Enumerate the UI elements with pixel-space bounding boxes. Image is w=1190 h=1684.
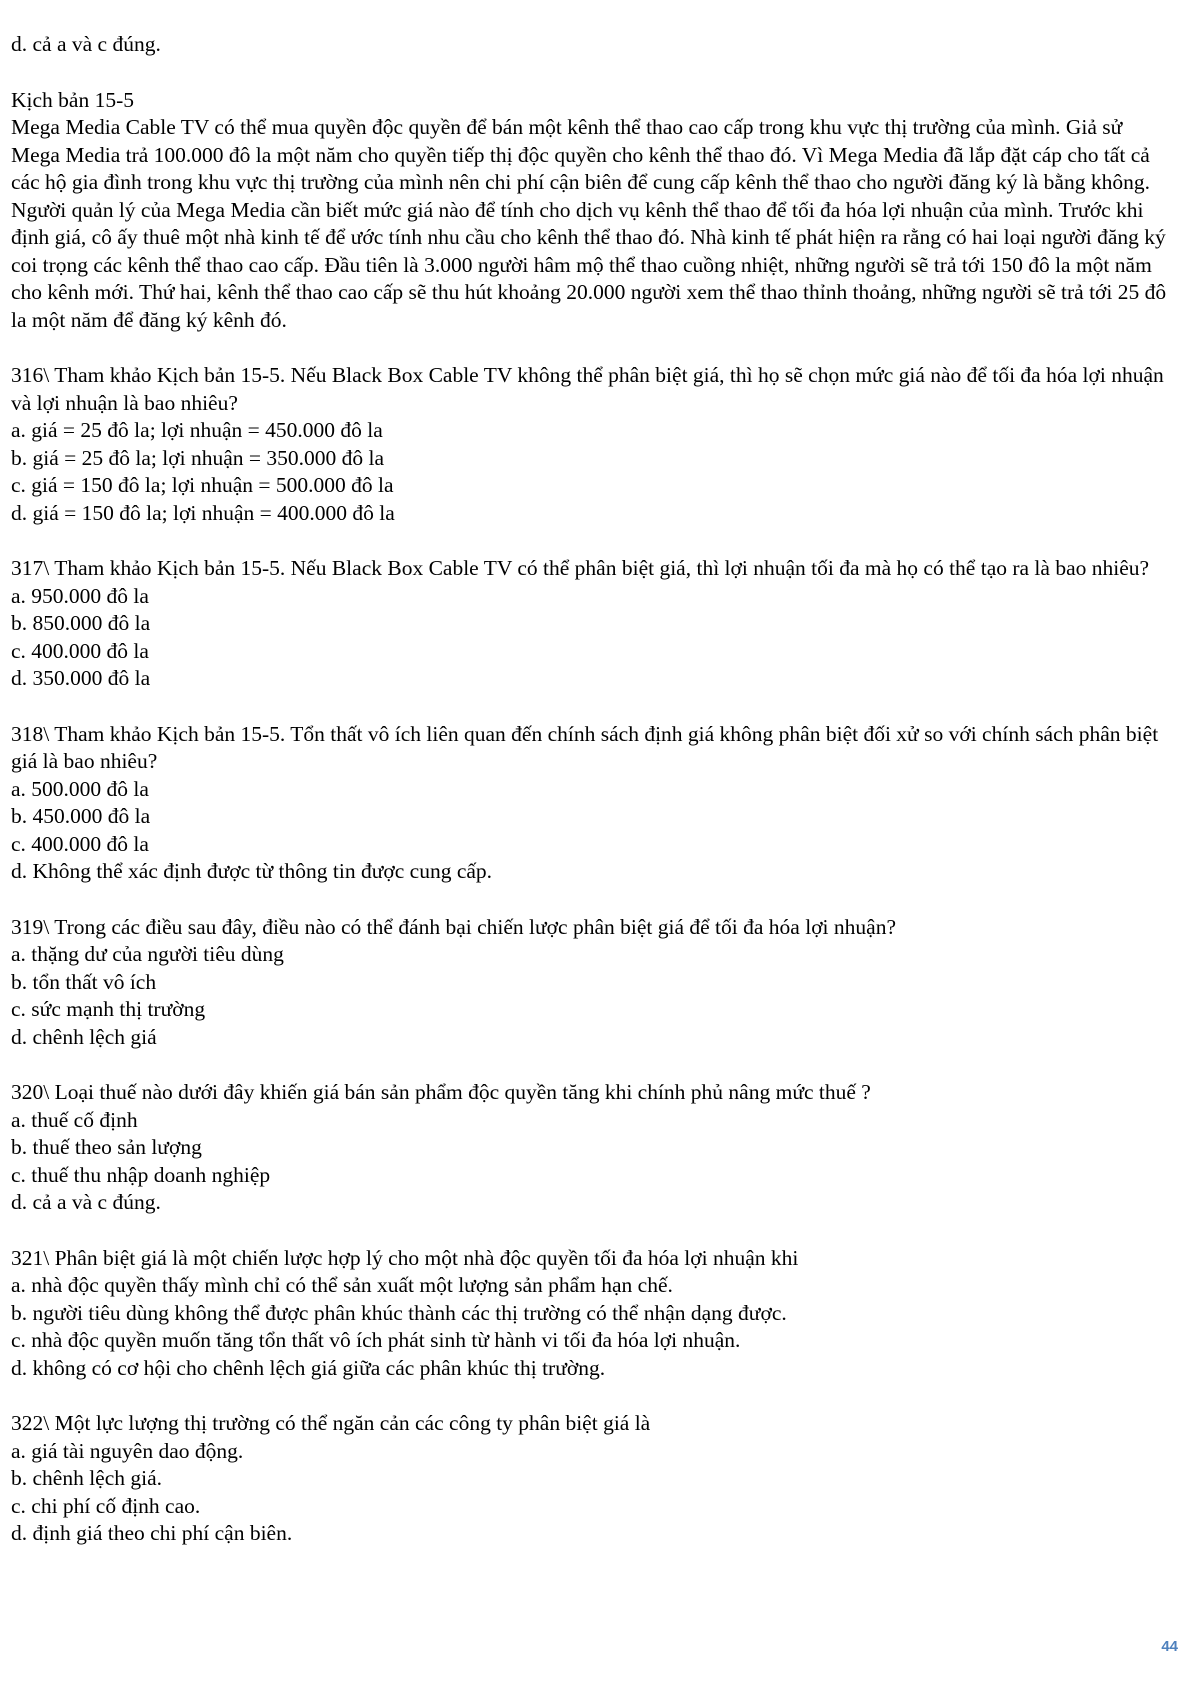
question-option: a. giá tài nguyên dao động. <box>11 1438 244 1463</box>
question-option: a. 500.000 đô la <box>11 776 149 801</box>
question-option: b. thuế theo sản lượng <box>11 1135 202 1159</box>
question-option: d. 350.000 đô la <box>11 666 151 690</box>
question-text: 317\ Tham khảo Kịch bản 15-5. Nếu Black Box Cable TV có thể phân biệt giá, thì lợi nhuận tối đa mà họ có thể tạo ra là bao nhiêu? <box>11 556 1150 580</box>
question-option: c. sức mạnh thị trường <box>11 997 206 1021</box>
question-option: a. thuế cố định <box>11 1107 138 1132</box>
question-option: a. giá = 25 đô la; lợi nhuận = 450.000 đô la <box>11 418 383 442</box>
question-block-321 <box>11 1245 1176 1383</box>
question-block-316 <box>11 362 1176 527</box>
scenario-body: Mega Media Cable TV có thể mua quyền độc quyền để bán một kênh thể thao cao cấp trong khu vực thị trường của mình. Giả sử Mega Media trả 100.000 đô la một năm cho quyền tiếp thị độc quyền cho kênh thể thao đó. Vì Mega Media đã lắp đặt cáp cho tất cả các hộ gia đình trong khu vực thị trường của mình nên chi phí cận biên để cung cấp kênh thể thao cho người đăng ký là bằng không. Người quản lý của Mega Media cần biết mức giá nào để tính cho dịch vụ kênh thể thao để tối đa hóa lợi nhuận của mình. Trước khi định giá, cô ấy thuê một nhà kinh tế để ước tính nhu cầu cho kênh thể thao đó. Nhà kinh tế phát hiện ra rằng có hai loại người đăng ký coi trọng các kênh thể thao cao cấp. Đầu tiên là 3.000 người hâm mộ thể thao cuồng nhiệt, những người sẽ trả tới 150 đô la một năm cho kênh mới. Thứ hai, kênh thể thao cao cấp sẽ thu hút khoảng 20.000 người xem thể thao thỉnh thoảng, những người sẽ trả tới 25 đô la một năm để đăng ký kênh đó. <box>11 115 1167 332</box>
question-option: b. tổn thất vô ích <box>11 969 157 994</box>
question-option: b. 850.000 đô la <box>11 611 151 635</box>
question-option: d. cả a và c đúng. <box>11 1190 161 1214</box>
question-text: 318\ Tham khảo Kịch bản 15-5. Tổn thất vô ích liên quan đến chính sách định giá không phân biệt đối xử so với chính sách phân biệt giá là bao nhiêu? <box>11 721 1159 773</box>
questions-list <box>11 362 1176 1548</box>
question-option: d. chênh lệch giá <box>11 1024 157 1049</box>
question-block-322 <box>11 1410 1176 1548</box>
question-option: c. giá = 150 đô la; lợi nhuận = 500.000 đô la <box>11 473 394 497</box>
question-block-318 <box>11 721 1176 886</box>
question-option: b. giá = 25 đô la; lợi nhuận = 350.000 đô la <box>11 445 385 470</box>
page-number: 44 <box>1161 1638 1178 1655</box>
question-option: d. định giá theo chi phí cận biên. <box>11 1521 293 1545</box>
question-option: d. Không thể xác định được từ thông tin được cung cấp. <box>11 859 493 883</box>
question-block-320 <box>11 1079 1176 1217</box>
question-option: d. giá = 150 đô la; lợi nhuận = 400.000 đô la <box>11 500 395 525</box>
scenario-title: Kịch bản 15-5 <box>11 87 134 112</box>
question-option: c. chi phí cố định cao. <box>11 1493 201 1518</box>
question-option: a. nhà độc quyền thấy mình chỉ có thể sản xuất một lượng sản phẩm hạn chế. <box>11 1273 673 1297</box>
question-option: a. 950.000 đô la <box>11 583 149 608</box>
question-text: 321\ Phân biệt giá là một chiến lược hợp lý cho một nhà độc quyền tối đa hóa lợi nhuận khi <box>11 1245 799 1270</box>
question-option: c. thuế thu nhập doanh nghiệp <box>11 1162 271 1187</box>
prev-question-option-d: d. cả a và c đúng. <box>11 32 161 56</box>
question-text: 320\ Loại thuế nào dưới đây khiến giá bán sản phẩm độc quyền tăng khi chính phủ nâng mức thuế ? <box>11 1080 871 1104</box>
question-option: d. không có cơ hội cho chênh lệch giá giữa các phân khúc thị trường. <box>11 1355 606 1380</box>
scenario-block <box>11 87 1176 335</box>
question-option: c. nhà độc quyền muốn tăng tổn thất vô ích phát sinh từ hành vi tối đa hóa lợi nhuận. <box>11 1328 741 1352</box>
question-option: b. chênh lệch giá. <box>11 1466 163 1490</box>
question-block-317 <box>11 555 1176 693</box>
question-text: 316\ Tham khảo Kịch bản 15-5. Nếu Black Box Cable TV không thể phân biệt giá, thì họ sẽ chọn mức giá nào để tối đa hóa lợi nhuận và lợi nhuận là bao nhiêu? <box>11 363 1164 415</box>
question-block-319 <box>11 914 1176 1052</box>
question-option: c. 400.000 đô la <box>11 638 149 663</box>
question-option: c. 400.000 đô la <box>11 831 149 856</box>
question-text: 319\ Trong các điều sau đây, điều nào có thể đánh bại chiến lược phân biệt giá để tối đa hóa lợi nhuận? <box>11 914 896 939</box>
question-option: b. 450.000 đô la <box>11 804 151 828</box>
question-option: a. thặng dư của người tiêu dùng <box>11 942 284 966</box>
question-text: 322\ Một lực lượng thị trường có thể ngăn cản các công ty phân biệt giá là <box>11 1411 651 1435</box>
question-option: b. người tiêu dùng không thể được phân khúc thành các thị trường có thể nhận dạng được. <box>11 1300 787 1325</box>
